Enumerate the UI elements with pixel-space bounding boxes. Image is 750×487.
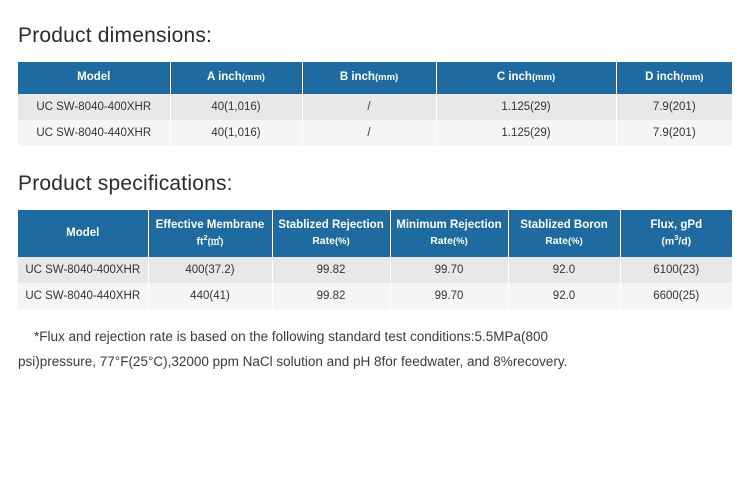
footnote-line-1: *Flux and rejection rate is based on the following standard test conditions:5.5MPa(800	[34, 329, 549, 345]
footnote-line-2: psi)pressure, 77°F(25°C),32000 ppm NaCl solution and pH 8for feedwater, and 8%recovery.	[18, 354, 568, 370]
cell-a: 40(1,016)	[170, 120, 302, 146]
table-header-row	[18, 62, 732, 94]
cell-stablized-boron-rate: 92.0	[508, 283, 620, 309]
cell-d: 7.9(201)	[616, 120, 732, 146]
column-header-d: D inch(mm)	[616, 62, 732, 94]
table-row	[18, 257, 732, 283]
column-header-model: Model	[18, 210, 148, 258]
column-header-stablized-rejection-rate: Stablized Rejection Rate(%)	[272, 210, 390, 258]
cell-flux: 6600(25)	[620, 283, 732, 309]
cell-minimum-rejection-rate: 99.70	[390, 257, 508, 283]
cell-model: UC SW-8040-440XHR	[18, 120, 170, 146]
product-dimensions-table	[18, 62, 732, 146]
table-header-row	[18, 210, 732, 258]
dimensions-table-header	[18, 62, 732, 94]
column-header-model: Model	[18, 62, 170, 94]
column-header-minimum-rejection-rate: Minimum Rejection Rate(%)	[390, 210, 508, 258]
cell-b: /	[302, 120, 436, 146]
cell-d: 7.9(201)	[616, 94, 732, 120]
column-header-b: B inch(mm)	[302, 62, 436, 94]
specifications-table-header	[18, 210, 732, 258]
cell-flux: 6100(23)	[620, 257, 732, 283]
product-specifications-table	[18, 210, 732, 310]
table-row	[18, 94, 732, 120]
cell-c: 1.125(29)	[436, 94, 616, 120]
cell-b: /	[302, 94, 436, 120]
cell-stablized-rejection-rate: 99.82	[272, 257, 390, 283]
cell-stablized-rejection-rate: 99.82	[272, 283, 390, 309]
cell-c: 1.125(29)	[436, 120, 616, 146]
cell-model: UC SW-8040-400XHR	[18, 94, 170, 120]
table-row	[18, 283, 732, 309]
dimensions-table-body	[18, 94, 732, 146]
column-header-stablized-boron-rate: Stablized Boron Rate(%)	[508, 210, 620, 258]
cell-a: 40(1,016)	[170, 94, 302, 120]
column-header-flux: Flux, ɡPd $(m^3/d)$	[620, 210, 732, 258]
cell-model: UC SW-8040-400XHR	[18, 257, 148, 283]
page-title-dimensions: Product dimensions:	[18, 24, 213, 47]
column-header-c: C inch(mm)	[436, 62, 616, 94]
cell-effective-membrane: 440(41)	[148, 283, 272, 309]
column-header-effective-membrane: Effective Membrane $ft^2(㎡)$	[148, 210, 272, 258]
cell-minimum-rejection-rate: 99.70	[390, 283, 508, 309]
table-row	[18, 120, 732, 146]
specifications-table-body	[18, 257, 732, 309]
cell-model: UC SW-8040-440XHR	[18, 283, 148, 309]
page-title-specifications: Product specifications:	[18, 171, 233, 195]
cell-stablized-boron-rate: 92.0	[508, 257, 620, 283]
cell-effective-membrane: 400(37.2)	[148, 257, 272, 283]
column-header-a: A inch(mm)	[170, 62, 302, 94]
footnote	[18, 325, 732, 375]
